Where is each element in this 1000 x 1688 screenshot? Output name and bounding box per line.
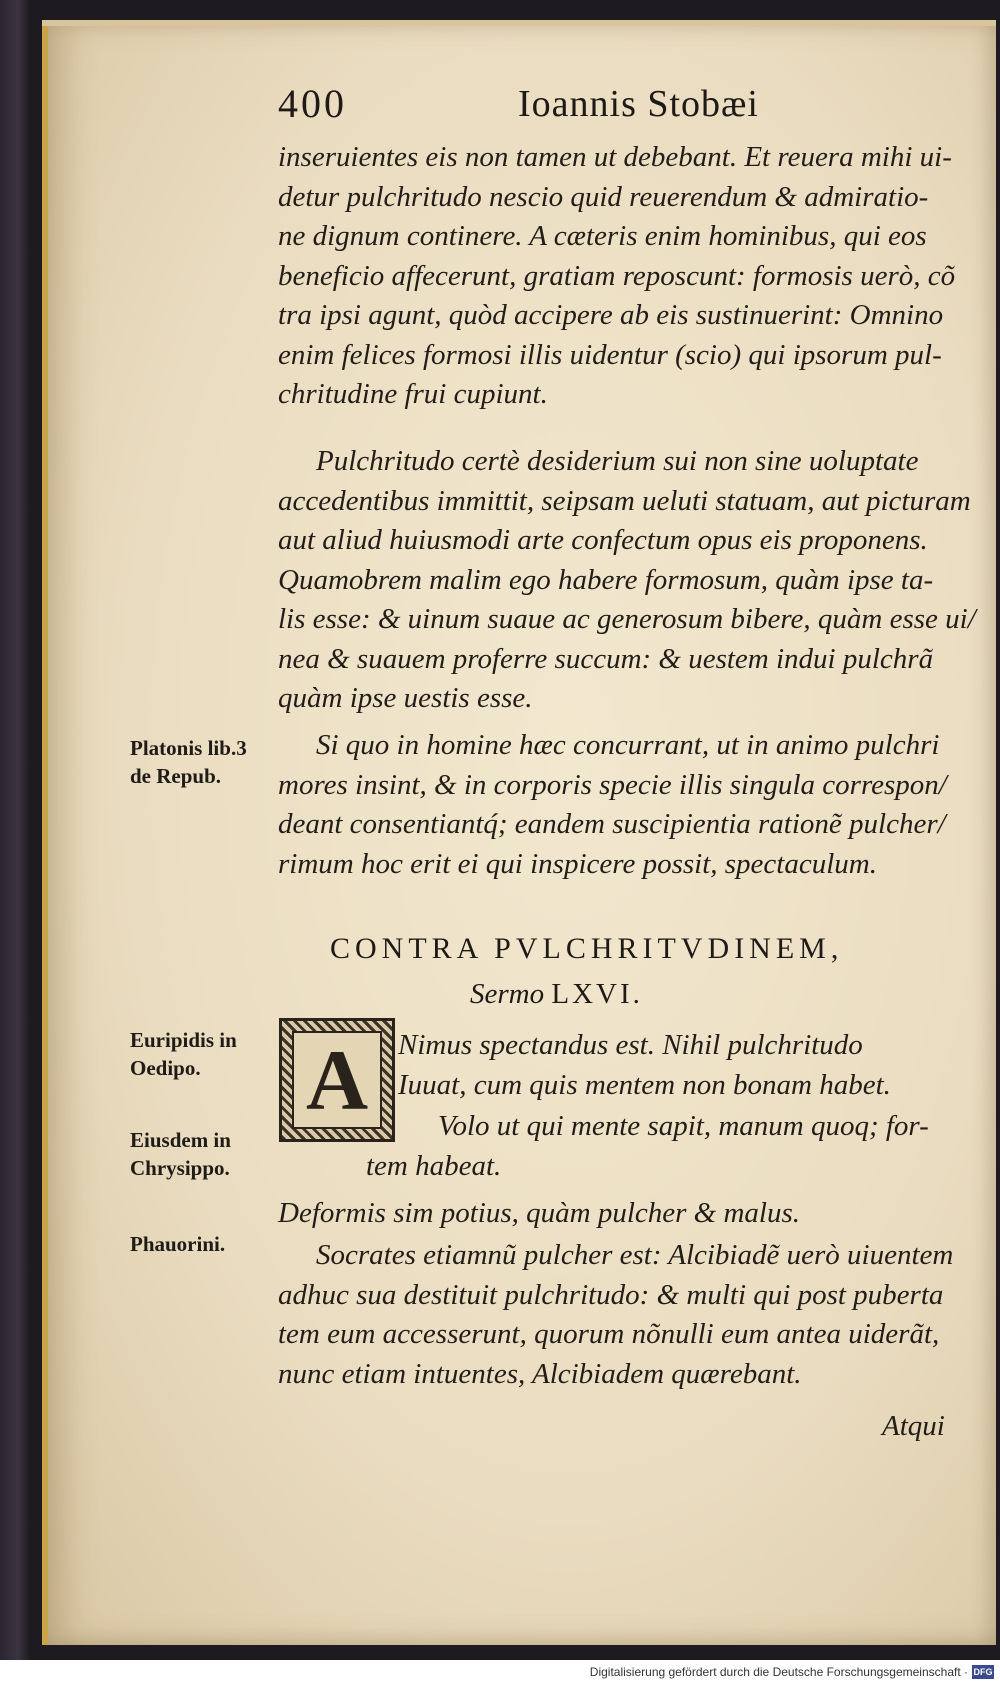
text-line: inseruientes eis non tamen ut debebant. Et reuera mihi ui-	[278, 141, 952, 173]
text-line: Volo ut qui mente sapit, manum quoq; for-	[438, 1110, 929, 1142]
page-header	[278, 80, 968, 132]
footer-credit: Digitalisierung gefördert durch die Deutsche Forschungsgemeinschaft ·	[589, 1665, 968, 1679]
text-block-5	[278, 1236, 974, 1394]
text-block-4b	[366, 1107, 976, 1186]
text-block-3	[278, 726, 974, 884]
margin-line: de Repub.	[130, 764, 222, 788]
text-line: lis esse: & uinum suaue ac generosum bibere, quàm esse ui/	[278, 603, 976, 635]
text-line: aut aliud huiusmodi arte confectum opus eis proponens.	[278, 524, 928, 556]
text-line: ne dignum continere. A cæteris enim hominibus, qui eos	[278, 220, 927, 252]
text-block-1	[278, 138, 974, 415]
text-line: chritudine frui cupiunt.	[278, 378, 548, 410]
margin-note-phauorini	[130, 1230, 280, 1258]
digitization-footer	[0, 1660, 1000, 1688]
margin-note-platonis	[130, 734, 280, 790]
text-line: mores insint, & in corporis specie illis singula correspon/	[278, 768, 947, 801]
margin-note-euripidis	[130, 1026, 280, 1082]
margin-line: Platonis lib.3	[130, 736, 247, 760]
text-line: tra ipsi agunt, quòd accipere ab eis sustinuerint: Omnino	[278, 299, 944, 331]
text-line: Socrates etiamnũ pulcher est: Alcibiadẽ uerò uiuentem	[316, 1239, 954, 1271]
dfg-logo: DFG	[973, 1667, 993, 1677]
text-line: beneficio affecerunt, gratiam reposcunt: formosis uerò, cõ	[278, 259, 956, 292]
text-line: rimum hoc erit ei qui inspicere possit, spectaculum.	[278, 847, 877, 880]
text-line: Iuuat, cum quis mentem non bonam habet.	[398, 1068, 891, 1101]
text-line: enim felices formosi illis uidentur (scio) qui ipsorum pul-	[278, 338, 942, 371]
margin-line: Oedipo.	[130, 1056, 201, 1080]
initial-letter: A	[305, 1032, 369, 1128]
page-number: 400	[278, 81, 347, 126]
margin-line: Euripidis in	[130, 1028, 237, 1052]
catchword: Atqui	[882, 1410, 945, 1442]
page-top-edge	[42, 20, 996, 26]
margin-note-eiusdem	[130, 1126, 280, 1182]
text-line: tem habeat.	[366, 1149, 502, 1182]
text-line: Si quo in homine hæc concurrant, ut in animo pulchri	[316, 729, 940, 761]
running-title: Ioannis Stobæi	[518, 83, 759, 125]
text-line: Pulchritudo certè desiderium sui non sine uoluptate	[316, 445, 919, 477]
text-line: quàm ipse uestis esse.	[278, 682, 533, 714]
section-heading: CONTRA PVLCHRITVDINEM,	[330, 932, 844, 965]
text-line: Quamobrem malim ego habere formosum, quàm ipse ta-	[278, 563, 934, 596]
text-line: Nimus spectandus est. Nihil pulchritudo	[398, 1029, 863, 1061]
sermo-number: LXVI.	[551, 978, 643, 1010]
text-line: nunc etiam intuentes, Alcibiadem quærebant.	[278, 1357, 802, 1390]
text-line: accedentibus immittit, seipsam ueluti statuam, aut picturam	[278, 484, 971, 517]
text-line: adhuc sua destituit pulchritudo: & multi qui post puberta	[278, 1278, 944, 1311]
text-block-2	[278, 442, 974, 719]
sermo-subheading	[470, 978, 643, 1011]
text-line: deant consentiantq́; eandem suscipientia rationẽ pulcher/	[278, 808, 946, 840]
text-block-4a	[398, 1026, 978, 1105]
text-block-4c	[278, 1194, 974, 1234]
text-line: nea & suauem proferre succum: & uestem indui pulchrã	[278, 642, 934, 675]
text-line: tem eum accesserunt, quorum nõnulli eum antea uiderãt,	[278, 1318, 940, 1350]
text-line: Deformis sim potius, quàm pulcher & malus.	[278, 1197, 800, 1229]
margin-line: Eiusdem in	[130, 1128, 231, 1152]
sermo-label: Sermo	[470, 978, 545, 1010]
margin-line: Phauorini.	[130, 1232, 226, 1256]
text-line: detur pulchritudo nescio quid reuerendum & admiratio-	[278, 180, 929, 213]
margin-line: Chrysippo.	[130, 1156, 230, 1180]
